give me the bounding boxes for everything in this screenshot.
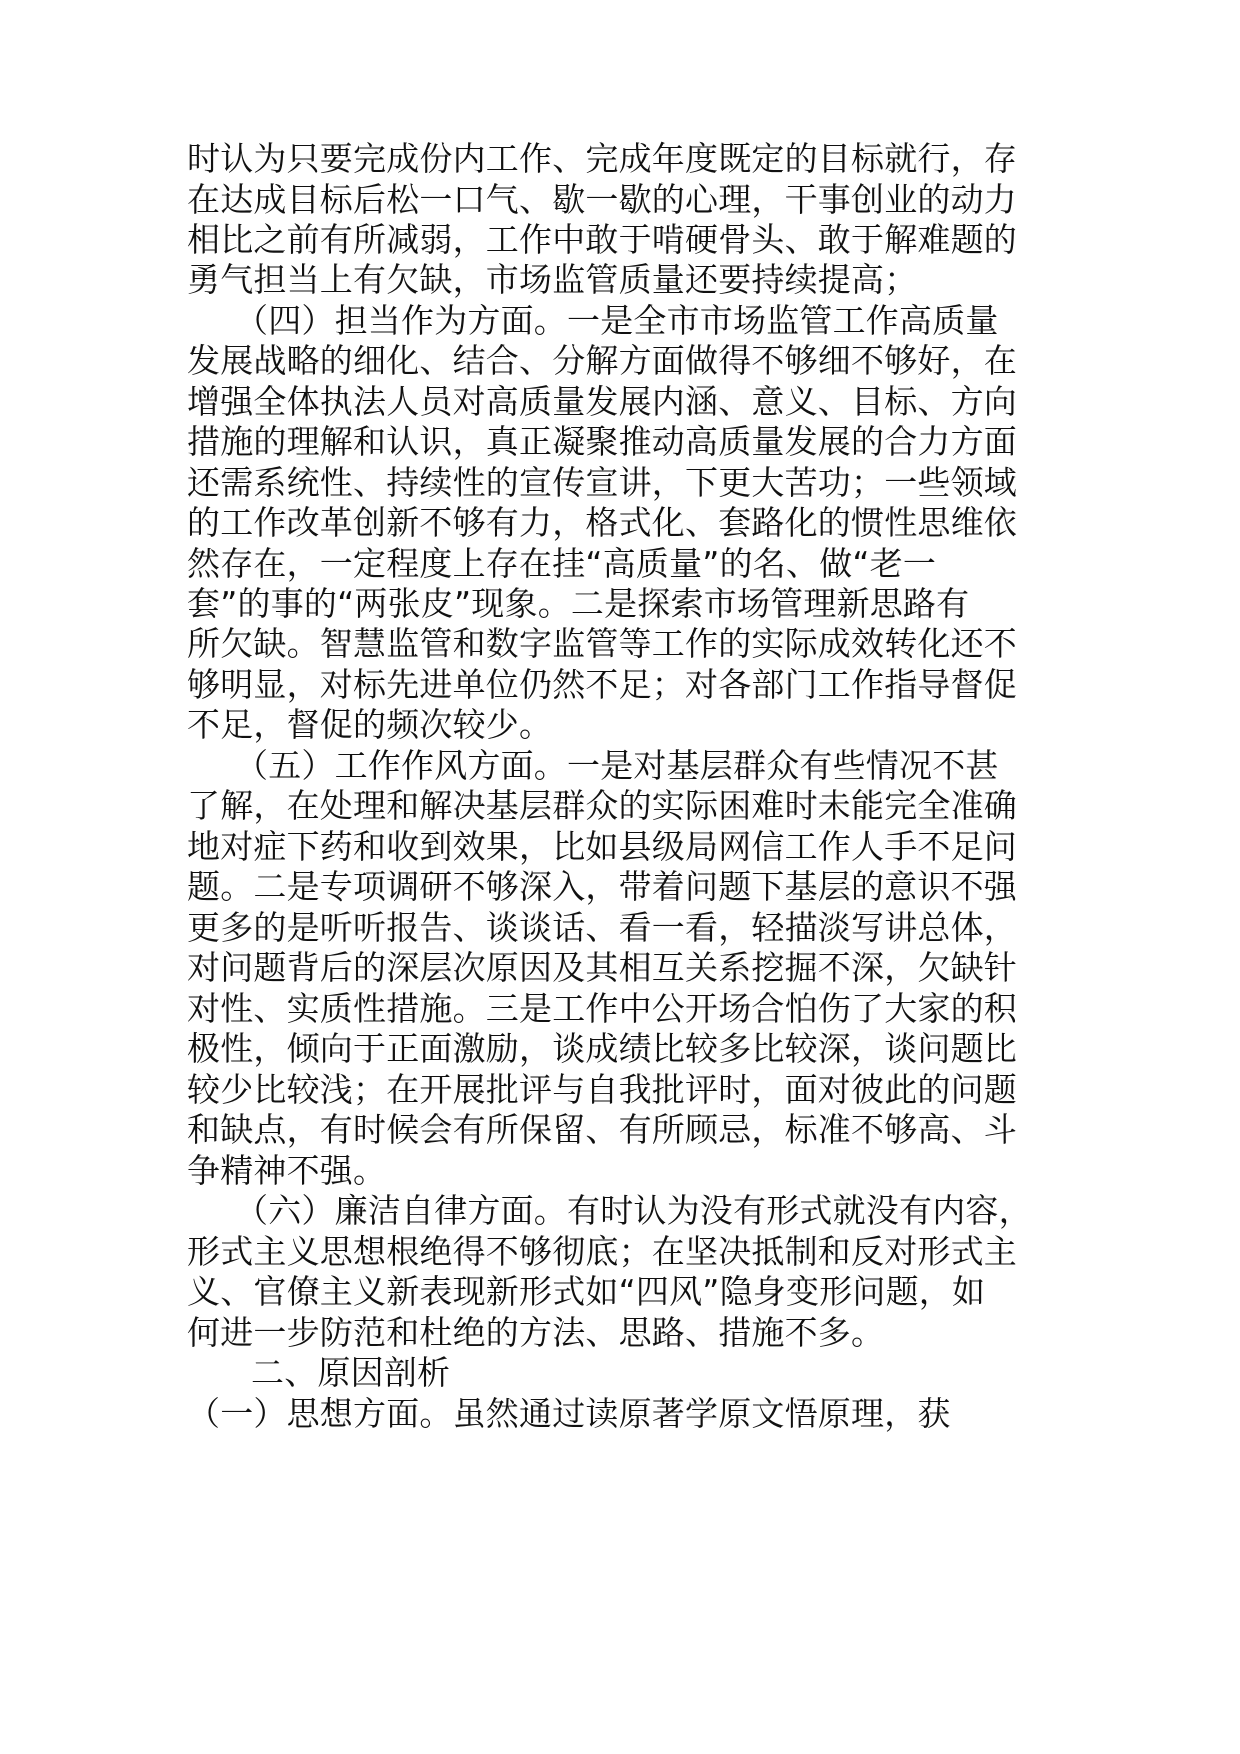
text-line: 措施的理解和认识，真正凝聚推动高质量发展的合力方面: [187, 422, 1017, 461]
text-line: 增强全体执法人员对高质量发展内涵、意义、目标、方向: [187, 382, 1017, 421]
text-line: 时认为只要完成份内工作、完成年度既定的目标就行，存: [187, 139, 1017, 178]
text-line: 勇气担当上有欠缺，市场监管质量还要持续提高；: [187, 260, 918, 299]
text-line: 所欠缺。智慧监管和数字监管等工作的实际成效转化还不: [187, 624, 1017, 663]
text-line: 在达成目标后松一口气、歇一歇的心理，干事创业的动力: [187, 180, 1017, 219]
text-line: 套”的事的“两张皮”现象。二是探索市场管理新思路有: [187, 584, 970, 623]
text-line: 争精神不强。: [187, 1151, 387, 1190]
text-line: 极性，倾向于正面激励，谈成绩比较多比较深，谈问题比: [187, 1029, 1017, 1068]
text-line: 对问题背后的深层次原因及其相互关系挖掘不深，欠缺针: [187, 948, 1017, 987]
text-line: 够明显，对标先进单位仍然不足；对各部门工作指导督促: [187, 665, 1017, 704]
text-line: 地对症下药和收到效果，比如县级局网信工作人手不足问: [187, 827, 1017, 866]
text-line: 发展战略的细化、结合、分解方面做得不够细不够好，在: [187, 341, 1017, 380]
text-line: 更多的是听听报告、谈谈话、看一看，轻描淡写讲总体，: [187, 908, 1017, 947]
paragraph-heading-six: （六）廉洁自律方面。有时认为没有形式就没有内容，: [235, 1191, 1032, 1230]
text-line: 相比之前有所减弱，工作中敢于啃硬骨头、敢于解难题的: [187, 220, 1017, 259]
text-line: 何进一步防范和杜绝的方法、思路、措施不多。: [187, 1313, 885, 1352]
text-line: 义、官僚主义新表现新形式如“四风”隐身变形问题，如: [187, 1272, 986, 1311]
section-heading: 二、原因剖析: [251, 1353, 451, 1392]
text-line: 题。二是专项调研不够深入，带着问题下基层的意识不强: [187, 867, 1017, 906]
paragraph-heading-one: （一）思想方面。虽然通过读原著学原文悟原理，获: [187, 1394, 951, 1433]
text-line: 较少比较浅；在开展批评与自我批评时，面对彼此的问题: [187, 1070, 1017, 1109]
paragraph-heading-four: （四）担当作为方面。一是全市市场监管工作高质量: [235, 301, 999, 340]
text-line: 和缺点，有时候会有所保留、有所顾忌，标准不够高、斗: [187, 1110, 1017, 1149]
text-line: 还需系统性、持续性的宣传宣讲，下更大苦功；一些领域: [187, 463, 1017, 502]
text-line: 形式主义思想根绝得不够彻底；在坚决抵制和反对形式主: [187, 1232, 1017, 1271]
paragraph-heading-five: （五）工作作风方面。一是对基层群众有些情况不甚: [235, 746, 999, 785]
text-line: 了解，在处理和解决基层群众的实际困难时未能完全准确: [187, 786, 1017, 825]
text-line: 然存在，一定程度上存在挂“高质量”的名、做“老一: [187, 544, 937, 583]
text-line: 对性、实质性措施。三是工作中公开场合怕伤了大家的积: [187, 989, 1017, 1028]
text-line: 不足，督促的频次较少。: [187, 705, 553, 744]
text-line: 的工作改革创新不够有力，格式化、套路化的惯性思维依: [187, 503, 1017, 542]
